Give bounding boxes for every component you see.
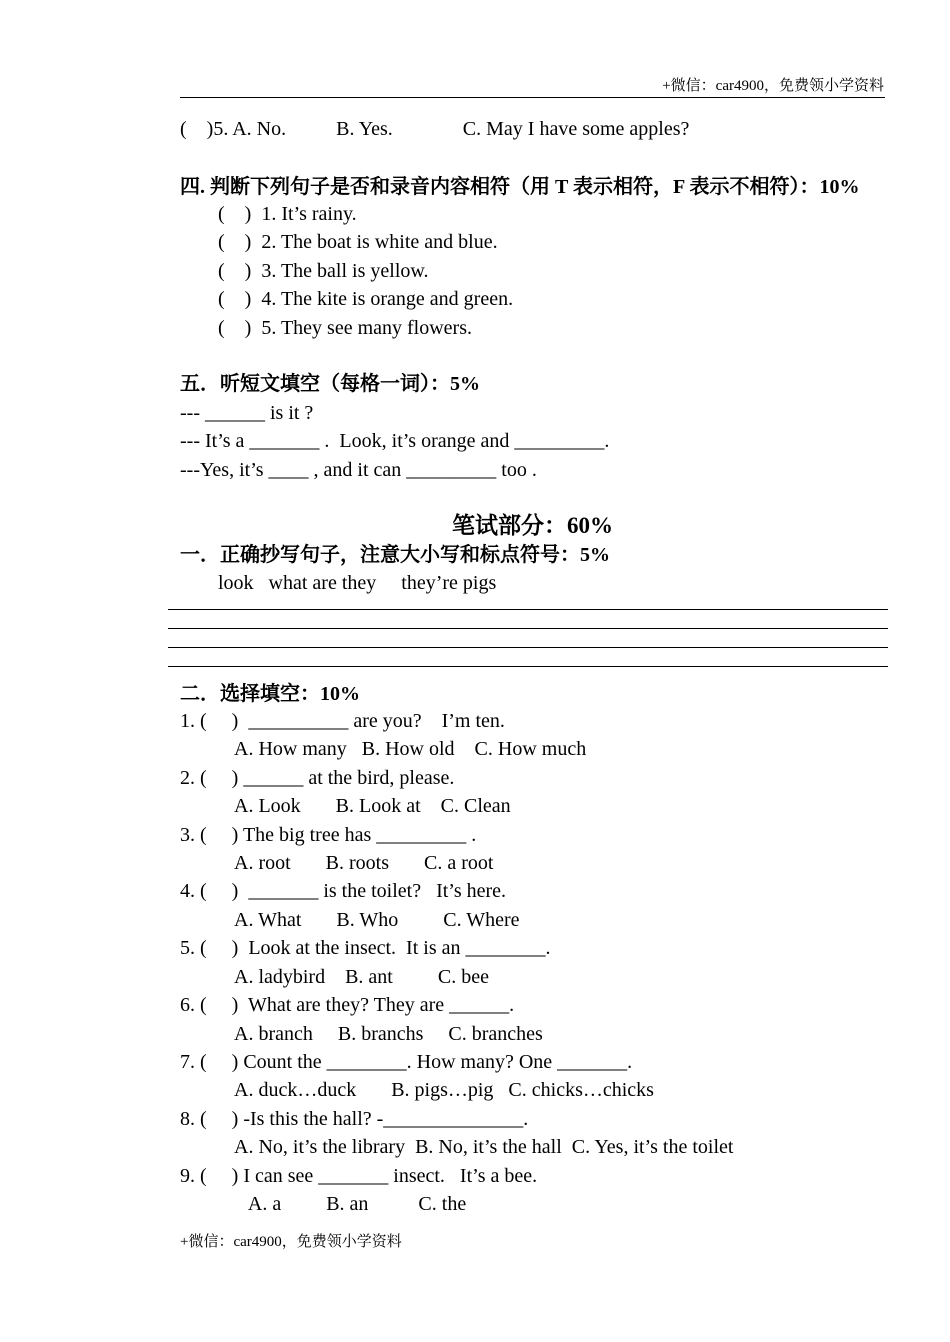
writing-line-2	[168, 628, 888, 629]
question-5: 5. ( ) Look at the insect. It is an ________.	[180, 937, 551, 959]
section4-item-1: ( ) 1. It’s rainy.	[218, 203, 357, 225]
written-part-title: 笔试部分：60%	[452, 513, 613, 538]
question-8-options: A. No, it’s the library B. No, it’s the hall C. Yes, it’s the toilet	[234, 1136, 734, 1158]
question-3-options: A. root B. roots C. a root	[234, 852, 494, 874]
section4-item-3: ( ) 3. The ball is yellow.	[218, 260, 429, 282]
question-2-options: A. Look B. Look at C. Clean	[234, 795, 511, 817]
question-7-options: A. duck…duck B. pigs…pig C. chicks…chicks	[234, 1079, 654, 1101]
footer-text: +微信：car4900，免费领小学资料	[180, 1234, 402, 1250]
writing-line-1	[168, 609, 888, 610]
section4-item-2: ( ) 2. The boat is white and blue.	[218, 231, 498, 253]
question-8: 8. ( ) -Is this the hall? -______________.	[180, 1108, 529, 1130]
part1-title: 一．正确抄写句子，注意大小写和标点符号：5%	[180, 544, 610, 566]
section5-line-1: --- ______ is it ?	[180, 402, 314, 424]
question-7: 7. ( ) Count the ________. How many? One _______.	[180, 1051, 633, 1073]
section4-title: 四. 判断下列句子是否和录音内容相符（用 T 表示相符，F 表示不相符）：10%	[180, 176, 860, 198]
question-6-options: A. branch B. branchs C. branches	[234, 1023, 543, 1045]
question-3: 3. ( ) The big tree has _________ .	[180, 824, 477, 846]
section5-line-2: --- It’s a _______ . Look, it’s orange and _________.	[180, 430, 610, 452]
question-1-options: A. How many B. How old C. How much	[234, 738, 587, 760]
section4-item-4: ( ) 4. The kite is orange and green.	[218, 288, 514, 310]
section4-item-5: ( ) 5. They see many flowers.	[218, 317, 473, 339]
question-2: 2. ( ) ______ at the bird, please.	[180, 767, 455, 789]
question-6: 6. ( ) What are they? They are ______.	[180, 994, 515, 1016]
part1-prompt: look what are they they’re pigs	[218, 572, 497, 594]
part2-title: 二．选择填空：10%	[180, 683, 360, 705]
question-9: 9. ( ) I can see _______ insect. It’s a bee.	[180, 1165, 538, 1187]
writing-line-3	[168, 647, 888, 648]
writing-line-4	[168, 666, 888, 667]
question-5-options: A. ladybird B. ant C. bee	[234, 966, 489, 988]
question-9-options: A. a B. an C. the	[234, 1193, 467, 1215]
header-rule	[180, 97, 885, 98]
section5-title: 五．听短文填空（每格一词）：5%	[180, 373, 480, 395]
section5-line-3: ---Yes, it’s ____ , and it can _________ too .	[180, 459, 537, 481]
section3-item-5: ( )5. A. No. B. Yes. C. May I have some apples?	[180, 118, 690, 140]
question-4: 4. ( ) _______ is the toilet? It’s here.	[180, 880, 507, 902]
header-text: +微信：car4900，免费领小学资料	[662, 78, 884, 94]
question-4-options: A. What B. Who C. Where	[234, 909, 520, 931]
question-1: 1. ( ) __________ are you? I’m ten.	[180, 710, 505, 732]
